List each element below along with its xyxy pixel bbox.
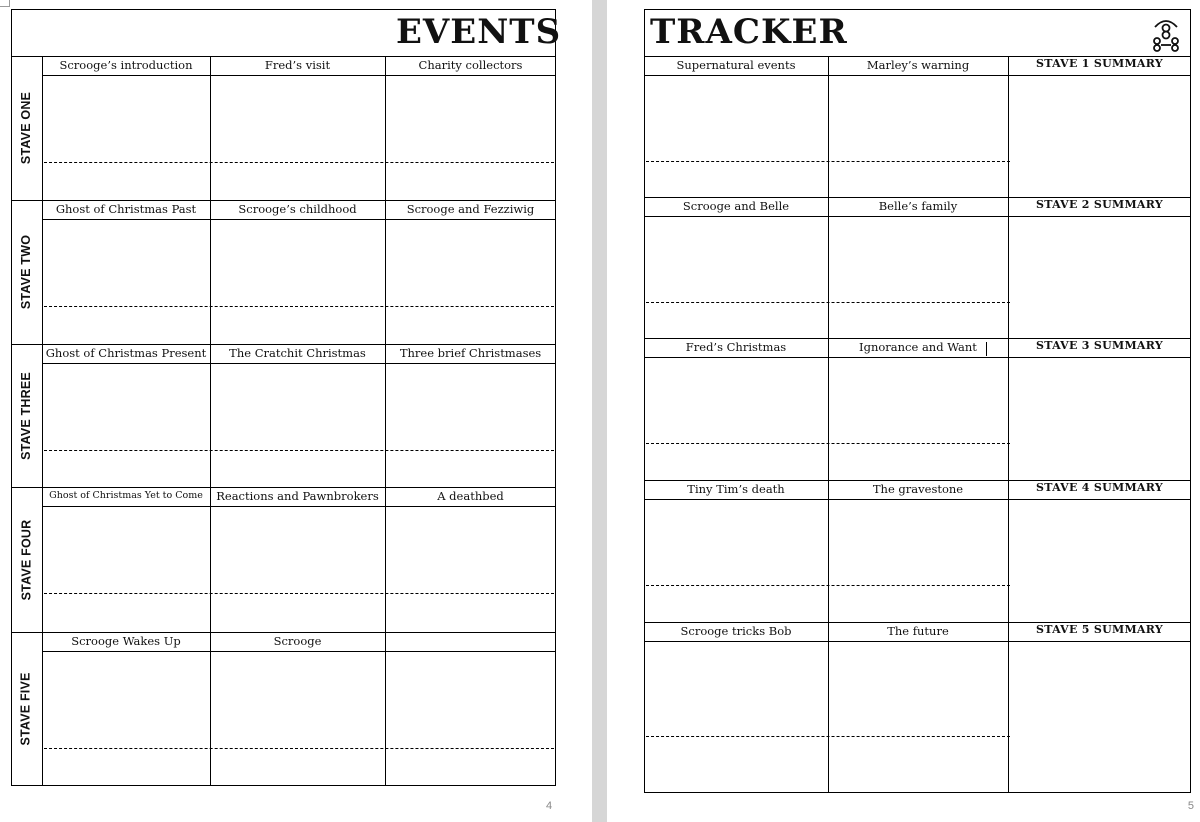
tracker-header-bottom-line <box>644 499 1191 500</box>
event-cell-label: Ghost of Christmas Yet to Come <box>49 490 203 501</box>
tracker-title: TRACKER <box>650 12 848 52</box>
tracker-column-divider <box>828 197 829 338</box>
column-divider <box>385 487 386 632</box>
stave-label-text: STAVE THREE <box>19 371 34 460</box>
stave-band-top-line <box>11 487 556 488</box>
stave-column-divider <box>42 56 43 786</box>
column-divider <box>385 344 386 487</box>
event-cell-label: The Cratchit Christmas <box>229 346 366 360</box>
tracker-cell-label: Supernatural events <box>676 58 796 72</box>
tracker-cell-label: Scrooge and Belle <box>682 199 790 213</box>
event-cell-label: Scrooge’s childhood <box>238 202 357 216</box>
column-divider <box>385 632 386 786</box>
event-cell-label: Fred’s visit <box>264 58 331 72</box>
stave-label <box>11 632 41 786</box>
tracker-cell-label: Scrooge tricks Bob <box>680 624 792 638</box>
tracker-dashed-note-line <box>646 443 1010 444</box>
event-cell-label: Scrooge and Fezziwig <box>406 202 535 216</box>
tracker-column-divider <box>828 622 829 793</box>
stave-band-top-line <box>11 344 556 345</box>
tracker-cell-label: Tiny Tim’s death <box>687 482 785 496</box>
header-bottom-line <box>42 219 556 220</box>
column-divider <box>385 200 386 344</box>
event-cell-label: Charity collectors <box>418 58 523 72</box>
event-cell-label: Scrooge <box>273 634 322 648</box>
event-cell-label: A deathbed <box>437 489 504 503</box>
tracker-header-bottom-line <box>644 641 1191 642</box>
tracker-dashed-note-line <box>646 585 1010 586</box>
events-title: EVENTS <box>396 12 562 52</box>
header-bottom-line <box>42 363 556 364</box>
stave-label-text: STAVE FIVE <box>19 672 34 746</box>
header-bottom-line <box>42 75 556 76</box>
column-divider <box>210 200 211 344</box>
event-cell-label: Three brief Christmases <box>399 346 542 360</box>
tracker-dashed-note-line <box>646 736 1010 737</box>
tracker-page <box>607 0 1200 822</box>
column-divider <box>210 344 211 487</box>
tracker-cell-label: The future <box>887 624 949 638</box>
people-group-icon <box>1147 13 1185 53</box>
text-cursor <box>986 342 987 356</box>
column-divider <box>210 487 211 632</box>
page-number-left: 4 <box>546 800 553 812</box>
dashed-note-line <box>44 748 554 749</box>
stave-summary-label: STAVE 1 SUMMARY <box>1035 57 1164 70</box>
tracker-column-divider <box>1008 197 1009 338</box>
tracker-column-divider <box>1008 56 1009 197</box>
tracker-frame <box>644 9 1191 793</box>
dashed-note-line <box>44 450 554 451</box>
dashed-note-line <box>44 593 554 594</box>
event-cell-label: Scrooge Wakes Up <box>71 634 181 648</box>
tracker-cell-label: Ignorance and Want <box>859 340 977 354</box>
page-corner-mark <box>0 0 10 7</box>
tracker-cell-label: Marley’s warning <box>866 58 970 72</box>
events-page <box>0 0 592 822</box>
header-bottom-line <box>42 651 556 652</box>
stave-label <box>11 487 41 632</box>
event-cell-label: Reactions and Pawnbrokers <box>216 489 379 503</box>
tracker-column-divider <box>828 480 829 622</box>
stave-label-text: STAVE TWO <box>19 234 33 310</box>
column-divider <box>385 56 386 200</box>
tracker-column-divider <box>1008 338 1009 480</box>
stave-label <box>11 344 41 487</box>
stave-band-top-line <box>11 632 556 633</box>
tracker-cell-label: The gravestone <box>872 482 964 496</box>
tracker-column-divider <box>1008 622 1009 793</box>
stave-band-top-line <box>11 200 556 201</box>
tracker-header-bottom-line <box>644 216 1191 217</box>
events-frame <box>11 9 556 786</box>
tracker-column-divider <box>828 56 829 197</box>
stave-label <box>11 200 41 344</box>
page-number-right: 5 <box>1187 800 1194 812</box>
stave-summary-label: STAVE 5 SUMMARY <box>1035 623 1164 636</box>
tracker-dashed-note-line <box>646 302 1010 303</box>
event-cell-label: Ghost of Christmas Past <box>55 202 197 216</box>
tracker-header-bottom-line <box>644 75 1191 76</box>
stave-summary-label: STAVE 4 SUMMARY <box>1035 481 1164 494</box>
tracker-cell-label: Fred’s Christmas <box>685 340 787 354</box>
column-divider <box>210 56 211 200</box>
stave-label-text: STAVE FOUR <box>19 519 33 600</box>
tracker-cell-label: Belle’s family <box>878 199 958 213</box>
tracker-header-bottom-line <box>644 357 1191 358</box>
stave-summary-label: STAVE 3 SUMMARY <box>1035 339 1164 352</box>
tracker-dashed-note-line <box>646 161 1010 162</box>
event-cell-label: Ghost of Christmas Present <box>45 346 207 360</box>
event-cell-label: Scrooge’s introduction <box>59 58 193 72</box>
tracker-column-divider <box>1008 480 1009 622</box>
tracker-column-divider <box>828 338 829 480</box>
header-bottom-line <box>42 506 556 507</box>
column-divider <box>210 632 211 786</box>
stave-label-text: STAVE ONE <box>19 91 33 165</box>
dashed-note-line <box>44 306 554 307</box>
stave-band-top-line <box>11 56 556 57</box>
stave-label <box>11 56 41 200</box>
dashed-note-line <box>44 162 554 163</box>
stave-summary-label: STAVE 2 SUMMARY <box>1035 198 1164 211</box>
